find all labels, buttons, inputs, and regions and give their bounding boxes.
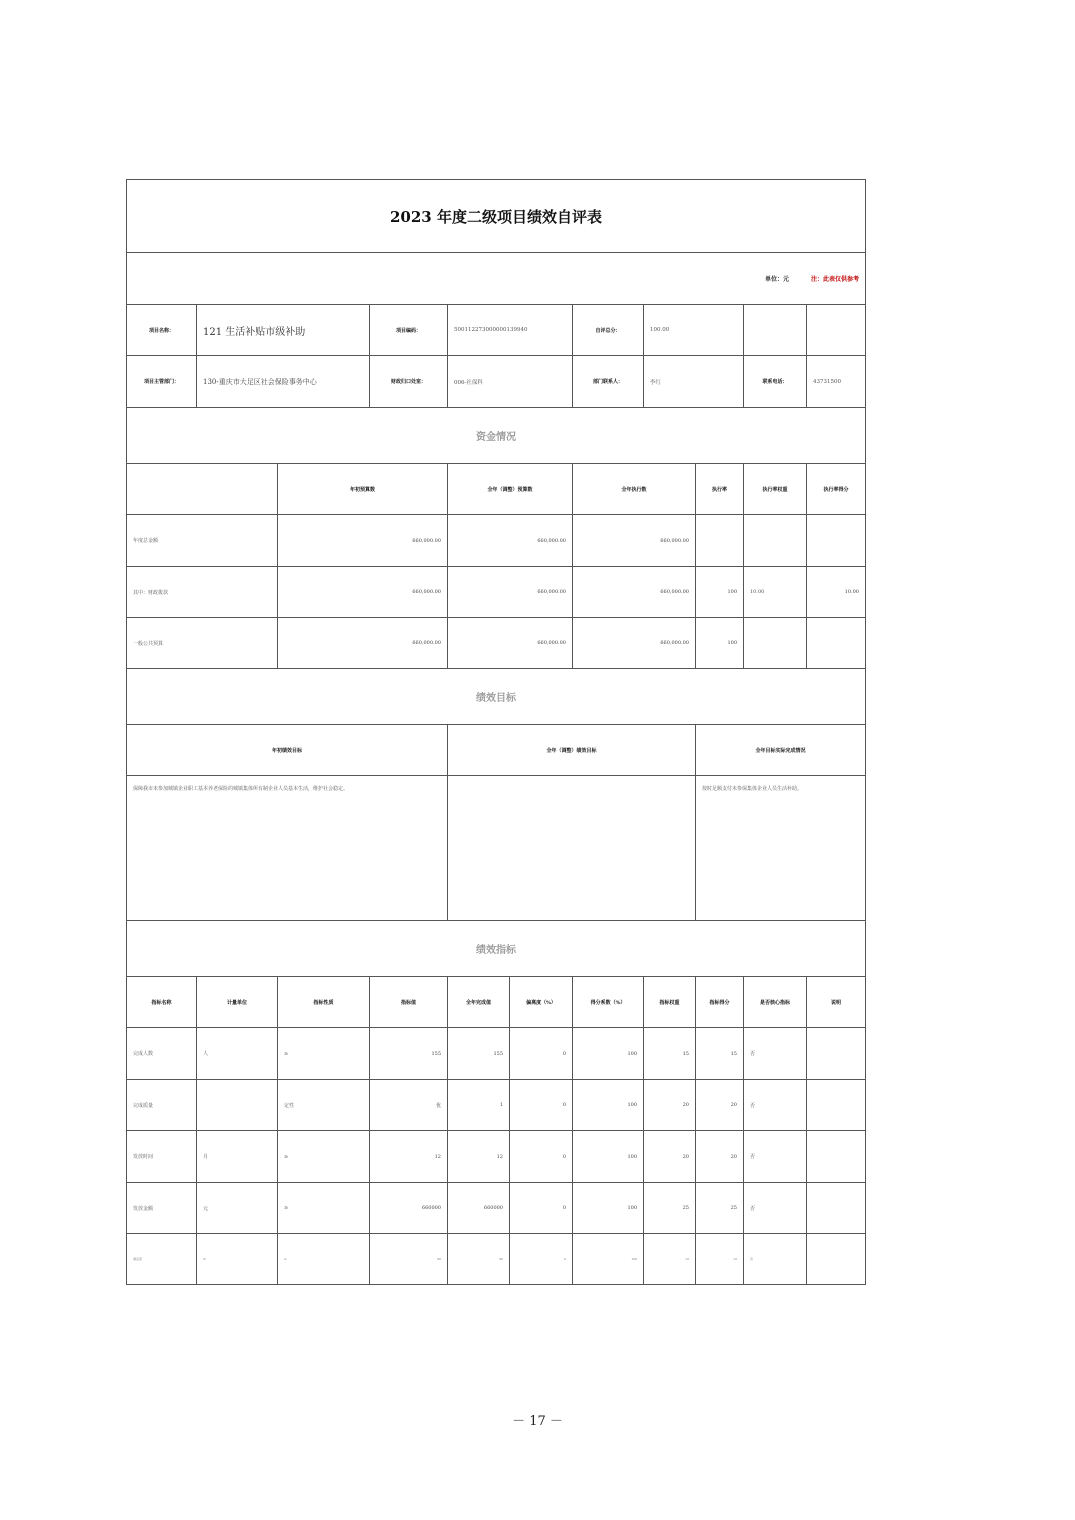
funds-rate bbox=[696, 515, 744, 567]
funds-adjusted: 660,000.00 bbox=[448, 567, 573, 618]
funds-header-adjusted: 全年（调整）预算数 bbox=[448, 464, 573, 515]
project-code-label: 项目编码： bbox=[370, 305, 448, 356]
ind-header-coef: 得分系数（%） bbox=[573, 977, 644, 1028]
funds-header-weight: 执行率权重 bbox=[744, 464, 807, 515]
ind-name: 发放金额 bbox=[127, 1183, 197, 1234]
indicator-row bbox=[127, 1234, 866, 1285]
ind-core: 否 bbox=[744, 1028, 807, 1080]
ind-name: 发放时间 bbox=[127, 1131, 197, 1183]
ind-nature: ≥ bbox=[278, 1234, 370, 1285]
ind-core: 否 bbox=[744, 1183, 807, 1234]
ind-value: 660000 bbox=[370, 1183, 448, 1234]
ind-note bbox=[807, 1131, 866, 1183]
empty-cell bbox=[744, 305, 807, 356]
ind-note bbox=[807, 1028, 866, 1080]
office-value: 006-社保科 bbox=[448, 356, 573, 408]
ind-header-name: 指标名称 bbox=[127, 977, 197, 1028]
indicators-section-title: 绩效指标 bbox=[127, 921, 866, 977]
funds-initial: 660,000.00 bbox=[278, 618, 448, 669]
funds-row bbox=[127, 618, 866, 669]
dept-label: 项目主管部门： bbox=[127, 356, 197, 408]
ind-header-score: 指标得分 bbox=[696, 977, 744, 1028]
score-label: 自评总分： bbox=[573, 305, 644, 356]
project-name-label: 项目名称： bbox=[127, 305, 197, 356]
funds-initial: 660,000.00 bbox=[278, 567, 448, 618]
ind-unit: % bbox=[197, 1234, 278, 1285]
ind-dev: 0 bbox=[510, 1131, 573, 1183]
funds-score bbox=[807, 618, 866, 669]
ind-score: 25 bbox=[696, 1183, 744, 1234]
goal-actual-text: 按时足额支付未参保集体企业人员生活补助。 bbox=[696, 776, 866, 921]
goals-content-row bbox=[127, 776, 866, 921]
ind-nature: ≥ bbox=[278, 1183, 370, 1234]
goals-header-initial: 年初绩效目标 bbox=[127, 725, 448, 776]
funds-rate: 100 bbox=[696, 567, 744, 618]
funds-executed: 660,000.00 bbox=[573, 567, 696, 618]
indicator-row bbox=[127, 1131, 866, 1183]
phone-value: 43731500 bbox=[807, 356, 866, 408]
ind-nature: ≥ bbox=[278, 1028, 370, 1080]
funds-initial: 660,000.00 bbox=[278, 515, 448, 567]
ind-name: 满意度 bbox=[127, 1234, 197, 1285]
empty-header-cell bbox=[127, 464, 278, 515]
funds-row-label: 年度总金额 bbox=[127, 515, 278, 567]
ind-weight: 25 bbox=[644, 1183, 696, 1234]
ind-coef: 100 bbox=[573, 1028, 644, 1080]
indicators-header-row bbox=[127, 977, 866, 1028]
funds-weight: 10.00 bbox=[744, 567, 807, 618]
funds-adjusted: 660,000.00 bbox=[448, 515, 573, 567]
goals-header-actual: 全年目标实际完成情况 bbox=[696, 725, 866, 776]
funds-rate: 100 bbox=[696, 618, 744, 669]
ind-score: 15 bbox=[696, 1028, 744, 1080]
ind-note bbox=[807, 1234, 866, 1285]
ind-nature: 定性 bbox=[278, 1080, 370, 1131]
unit-bar bbox=[127, 253, 866, 305]
funds-adjusted: 660,000.00 bbox=[448, 618, 573, 669]
funds-row bbox=[127, 515, 866, 567]
funds-row-label: 其中：财政拨款 bbox=[127, 567, 278, 618]
ind-weight: 10 bbox=[644, 1234, 696, 1285]
ind-coef: 100 bbox=[573, 1234, 644, 1285]
project-code: 500112273000000139940 bbox=[448, 305, 573, 356]
ind-header-nature: 指标性质 bbox=[278, 977, 370, 1028]
ind-dev: 0 bbox=[510, 1080, 573, 1131]
ind-value: 优 bbox=[370, 1080, 448, 1131]
ind-value: 90 bbox=[370, 1234, 448, 1285]
dept-value: 130-重庆市大足区社会保险事务中心 bbox=[197, 356, 370, 408]
funds-header-rate: 执行率 bbox=[696, 464, 744, 515]
goals-section-title: 绩效目标 bbox=[127, 669, 866, 725]
contact-value: 李红 bbox=[644, 356, 744, 408]
ind-note bbox=[807, 1080, 866, 1131]
ind-unit: 人 bbox=[197, 1028, 278, 1080]
ind-header-value: 指标值 bbox=[370, 977, 448, 1028]
goal-adjusted-text bbox=[448, 776, 696, 921]
ind-header-note: 说明 bbox=[807, 977, 866, 1028]
indicator-row bbox=[127, 1080, 866, 1131]
ind-header-core: 是否核心指标 bbox=[744, 977, 807, 1028]
total-score: 100.00 bbox=[644, 305, 744, 356]
ind-name: 完成人数 bbox=[127, 1028, 197, 1080]
project-name: 121 生活补贴市级补助 bbox=[197, 305, 370, 356]
page-number: － 17 － bbox=[512, 1414, 563, 1429]
office-label: 财政归口处室： bbox=[370, 356, 448, 408]
ind-core: 否 bbox=[744, 1131, 807, 1183]
funds-header-row bbox=[127, 464, 866, 515]
ind-score: 20 bbox=[696, 1131, 744, 1183]
ind-dev: 0 bbox=[510, 1183, 573, 1234]
ind-score: 20 bbox=[696, 1080, 744, 1131]
ind-core: 否 bbox=[744, 1234, 807, 1285]
ind-dev: 0 bbox=[510, 1234, 573, 1285]
indicator-row bbox=[127, 1183, 866, 1234]
indicator-row bbox=[127, 1028, 866, 1080]
funds-section-title: 资金情况 bbox=[127, 408, 866, 464]
funds-weight bbox=[744, 618, 807, 669]
goals-header-adjusted: 全年（调整）绩效目标 bbox=[448, 725, 696, 776]
performance-self-evaluation-table bbox=[126, 179, 866, 1285]
ind-value: 12 bbox=[370, 1131, 448, 1183]
ind-score: 10 bbox=[696, 1234, 744, 1285]
funds-header-initial: 年初预算数 bbox=[278, 464, 448, 515]
empty-cell bbox=[807, 305, 866, 356]
unit-note: 注：此表仅供参考 bbox=[810, 276, 859, 283]
goals-header-row bbox=[127, 725, 866, 776]
unit-label: 单位：元 bbox=[765, 276, 790, 283]
funds-weight bbox=[744, 515, 807, 567]
ind-done: 90 bbox=[448, 1234, 510, 1285]
funds-executed: 660,000.00 bbox=[573, 515, 696, 567]
ind-done: 12 bbox=[448, 1131, 510, 1183]
ind-weight: 20 bbox=[644, 1080, 696, 1131]
project-row-2 bbox=[127, 356, 866, 408]
ind-header-done: 全年完成值 bbox=[448, 977, 510, 1028]
ind-coef: 100 bbox=[573, 1080, 644, 1131]
ind-header-unit: 计量单位 bbox=[197, 977, 278, 1028]
ind-dev: 0 bbox=[510, 1028, 573, 1080]
funds-score: 10.00 bbox=[807, 567, 866, 618]
phone-label: 联系电话： bbox=[744, 356, 807, 408]
funds-row bbox=[127, 567, 866, 618]
ind-coef: 100 bbox=[573, 1131, 644, 1183]
funds-header-executed: 全年执行数 bbox=[573, 464, 696, 515]
ind-done: 155 bbox=[448, 1028, 510, 1080]
ind-weight: 20 bbox=[644, 1131, 696, 1183]
ind-done: 660000 bbox=[448, 1183, 510, 1234]
ind-nature: ≥ bbox=[278, 1131, 370, 1183]
funds-header-score: 执行率得分 bbox=[807, 464, 866, 515]
ind-unit: 元 bbox=[197, 1183, 278, 1234]
project-row-1 bbox=[127, 305, 866, 356]
ind-weight: 15 bbox=[644, 1028, 696, 1080]
ind-value: 155 bbox=[370, 1028, 448, 1080]
funds-score bbox=[807, 515, 866, 567]
ind-unit bbox=[197, 1080, 278, 1131]
table-title: 2023 年度二级项目绩效自评表 bbox=[127, 180, 866, 253]
contact-label: 部门联系人： bbox=[573, 356, 644, 408]
ind-header-dev: 偏离度（%） bbox=[510, 977, 573, 1028]
funds-executed: 660,000.00 bbox=[573, 618, 696, 669]
ind-done: 1 bbox=[448, 1080, 510, 1131]
ind-note bbox=[807, 1183, 866, 1234]
funds-row-label: 一般公共预算 bbox=[127, 618, 278, 669]
ind-unit: 月 bbox=[197, 1131, 278, 1183]
ind-coef: 100 bbox=[573, 1183, 644, 1234]
goal-initial-text: 保障我市未参加城镇企业职工基本养老保险的城镇集体所有制企业人员基本生活，维护社会稳定。 bbox=[127, 776, 448, 921]
ind-header-weight: 指标权重 bbox=[644, 977, 696, 1028]
ind-core: 否 bbox=[744, 1080, 807, 1131]
ind-name: 完成质量 bbox=[127, 1080, 197, 1131]
